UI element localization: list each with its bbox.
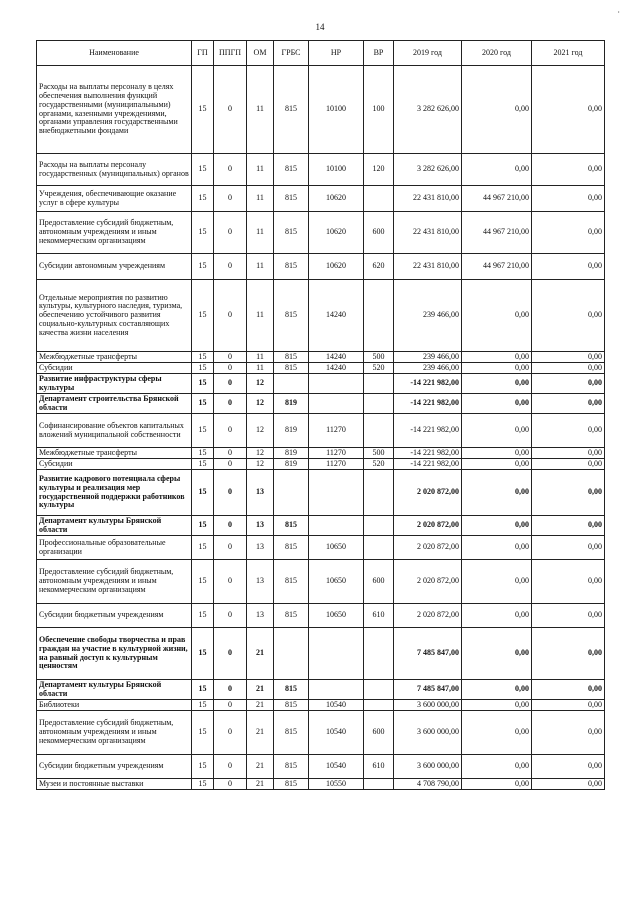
cell-2021: 0,00 <box>532 560 605 604</box>
cell-2020: 0,00 <box>462 536 532 560</box>
cell-2021: 0,00 <box>532 628 605 680</box>
cell-nr: 10540 <box>309 755 364 779</box>
table-row <box>37 363 605 374</box>
cell-vr <box>364 470 394 516</box>
cell-nr: 11270 <box>309 459 364 470</box>
cell-vr <box>364 186 394 212</box>
cell-name: Департамент строительства Брянской области <box>37 394 192 414</box>
cell-ppgp: 0 <box>214 459 247 470</box>
cell-2019: 3 600 000,00 <box>394 700 462 711</box>
cell-nr: 10650 <box>309 604 364 628</box>
budget-table <box>36 40 605 790</box>
cell-ppgp: 0 <box>214 470 247 516</box>
cell-2019: 22 431 810,00 <box>394 254 462 280</box>
cell-name: Учреждения, обеспечивающие оказание услуг в сфере культуры <box>37 186 192 212</box>
cell-2021: 0,00 <box>532 352 605 363</box>
cell-name: Предоставление субсидий бюджетным, автономным учреждениям и иным некоммерческим организациям <box>37 560 192 604</box>
cell-2021: 0,00 <box>532 516 605 536</box>
col-header-name: Наименование <box>37 41 192 66</box>
cell-om: 21 <box>247 755 274 779</box>
cell-name: Субсидии <box>37 363 192 374</box>
cell-nr <box>309 516 364 536</box>
cell-gp: 15 <box>192 516 214 536</box>
cell-ppgp: 0 <box>214 394 247 414</box>
cell-ppgp: 0 <box>214 374 247 394</box>
cell-gp: 15 <box>192 66 214 154</box>
table-row <box>37 448 605 459</box>
cell-2019: 7 485 847,00 <box>394 628 462 680</box>
cell-nr: 14240 <box>309 280 364 352</box>
cell-om: 21 <box>247 628 274 680</box>
cell-2020: 0,00 <box>462 700 532 711</box>
cell-nr: 10620 <box>309 254 364 280</box>
table-header-row <box>37 41 605 66</box>
cell-gp: 15 <box>192 374 214 394</box>
cell-ppgp: 0 <box>214 516 247 536</box>
cell-2019: 3 600 000,00 <box>394 755 462 779</box>
cell-ppgp: 0 <box>214 414 247 448</box>
cell-2021: 0,00 <box>532 536 605 560</box>
cell-name: Предоставление субсидий бюджетным, автономным учреждениям и иным некоммерческим организациям <box>37 212 192 254</box>
cell-2021: 0,00 <box>532 414 605 448</box>
cell-om: 21 <box>247 711 274 755</box>
cell-ppgp: 0 <box>214 363 247 374</box>
cell-om: 13 <box>247 560 274 604</box>
cell-grbs <box>274 374 309 394</box>
cell-2019: 4 708 790,00 <box>394 779 462 790</box>
cell-name: Обеспечение свободы творчества и прав граждан на участие в культурной жизни, на равный доступ к культурным ценностям <box>37 628 192 680</box>
cell-nr <box>309 680 364 700</box>
cell-2019: -14 221 982,00 <box>394 394 462 414</box>
col-header-gp: ГП <box>192 41 214 66</box>
cell-om: 11 <box>247 254 274 280</box>
cell-ppgp: 0 <box>214 560 247 604</box>
cell-nr: 11270 <box>309 414 364 448</box>
table-row <box>37 680 605 700</box>
col-header-2019: 2019 год <box>394 41 462 66</box>
table-row <box>37 414 605 448</box>
cell-gp: 15 <box>192 212 214 254</box>
cell-name: Субсидии автономным учреждениям <box>37 254 192 280</box>
col-header-2020: 2020 год <box>462 41 532 66</box>
cell-name: Межбюджетные трансферты <box>37 352 192 363</box>
cell-2020: 0,00 <box>462 363 532 374</box>
cell-2021: 0,00 <box>532 779 605 790</box>
table-row <box>37 628 605 680</box>
table-row <box>37 254 605 280</box>
cell-name: Субсидии <box>37 459 192 470</box>
cell-vr <box>364 280 394 352</box>
cell-2021: 0,00 <box>532 280 605 352</box>
cell-om: 13 <box>247 536 274 560</box>
cell-gp: 15 <box>192 604 214 628</box>
table-row <box>37 394 605 414</box>
cell-gp: 15 <box>192 459 214 470</box>
cell-2021: 0,00 <box>532 604 605 628</box>
cell-grbs: 815 <box>274 779 309 790</box>
cell-nr: 11270 <box>309 448 364 459</box>
cell-nr: 10620 <box>309 212 364 254</box>
cell-vr: 120 <box>364 154 394 186</box>
table-row <box>37 186 605 212</box>
cell-name: Субсидии бюджетным учреждениям <box>37 604 192 628</box>
table-row <box>37 470 605 516</box>
cell-vr <box>364 394 394 414</box>
cell-nr: 10100 <box>309 154 364 186</box>
cell-vr <box>364 700 394 711</box>
col-header-ppgp: ППГП <box>214 41 247 66</box>
cell-2020: 0,00 <box>462 604 532 628</box>
cell-2020: 0,00 <box>462 516 532 536</box>
cell-2020: 0,00 <box>462 459 532 470</box>
table-row <box>37 711 605 755</box>
cell-om: 13 <box>247 604 274 628</box>
cell-name: Развитие инфраструктуры сферы культуры <box>37 374 192 394</box>
cell-2020: 0,00 <box>462 66 532 154</box>
cell-om: 21 <box>247 700 274 711</box>
cell-2019: 239 466,00 <box>394 280 462 352</box>
cell-vr <box>364 680 394 700</box>
table-row <box>37 280 605 352</box>
cell-grbs: 819 <box>274 414 309 448</box>
page-number: 14 <box>315 22 325 32</box>
cell-2021: 0,00 <box>532 66 605 154</box>
cell-name: Библиотеки <box>37 700 192 711</box>
cell-vr: 520 <box>364 459 394 470</box>
col-header-grbs: ГРБС <box>274 41 309 66</box>
cell-grbs: 815 <box>274 711 309 755</box>
cell-grbs: 815 <box>274 560 309 604</box>
cell-grbs <box>274 470 309 516</box>
cell-2020: 44 967 210,00 <box>462 186 532 212</box>
cell-name: Департамент культуры Брянской области <box>37 680 192 700</box>
cell-name: Развитие кадрового потенциала сферы культуры и реализация мер государственной поддержки работников культуры <box>37 470 192 516</box>
cell-2019: 2 020 872,00 <box>394 560 462 604</box>
cell-2020: 0,00 <box>462 755 532 779</box>
cell-2020: 0,00 <box>462 394 532 414</box>
cell-grbs: 819 <box>274 448 309 459</box>
cell-name: Софинансирование объектов капитальных вложений муниципальной собственности <box>37 414 192 448</box>
cell-grbs: 819 <box>274 394 309 414</box>
table-row <box>37 374 605 394</box>
cell-2019: 239 466,00 <box>394 352 462 363</box>
cell-vr <box>364 374 394 394</box>
cell-2020: 0,00 <box>462 560 532 604</box>
cell-grbs <box>274 628 309 680</box>
cell-2020: 0,00 <box>462 374 532 394</box>
cell-gp: 15 <box>192 680 214 700</box>
cell-nr: 10620 <box>309 186 364 212</box>
cell-nr <box>309 470 364 516</box>
cell-2020: 0,00 <box>462 448 532 459</box>
cell-2019: -14 221 982,00 <box>394 448 462 459</box>
cell-2019: 2 020 872,00 <box>394 470 462 516</box>
table-row <box>37 66 605 154</box>
cell-vr: 610 <box>364 604 394 628</box>
cell-2019: -14 221 982,00 <box>394 374 462 394</box>
cell-2020: 0,00 <box>462 711 532 755</box>
cell-om: 11 <box>247 66 274 154</box>
cell-2020: 0,00 <box>462 154 532 186</box>
cell-grbs: 819 <box>274 459 309 470</box>
cell-2021: 0,00 <box>532 470 605 516</box>
cell-nr <box>309 374 364 394</box>
cell-2021: 0,00 <box>532 374 605 394</box>
cell-vr: 600 <box>364 212 394 254</box>
cell-ppgp: 0 <box>214 711 247 755</box>
cell-om: 12 <box>247 459 274 470</box>
cell-grbs: 815 <box>274 536 309 560</box>
cell-grbs: 815 <box>274 700 309 711</box>
cell-2021: 0,00 <box>532 394 605 414</box>
table-row <box>37 459 605 470</box>
cell-grbs: 815 <box>274 352 309 363</box>
cell-ppgp: 0 <box>214 779 247 790</box>
cell-2021: 0,00 <box>532 680 605 700</box>
cell-om: 11 <box>247 154 274 186</box>
table-row <box>37 154 605 186</box>
table-row <box>37 516 605 536</box>
cell-om: 11 <box>247 352 274 363</box>
cell-ppgp: 0 <box>214 66 247 154</box>
cell-gp: 15 <box>192 154 214 186</box>
cell-gp: 15 <box>192 755 214 779</box>
cell-vr: 100 <box>364 66 394 154</box>
table-row <box>37 352 605 363</box>
cell-gp: 15 <box>192 414 214 448</box>
corner-mark: · <box>617 8 620 17</box>
cell-2019: -14 221 982,00 <box>394 459 462 470</box>
cell-2020: 0,00 <box>462 352 532 363</box>
cell-2021: 0,00 <box>532 254 605 280</box>
cell-vr <box>364 536 394 560</box>
cell-grbs: 815 <box>274 680 309 700</box>
cell-vr: 610 <box>364 755 394 779</box>
cell-nr <box>309 394 364 414</box>
cell-2019: 239 466,00 <box>394 363 462 374</box>
cell-om: 21 <box>247 779 274 790</box>
cell-gp: 15 <box>192 254 214 280</box>
cell-gp: 15 <box>192 394 214 414</box>
cell-gp: 15 <box>192 280 214 352</box>
cell-om: 11 <box>247 280 274 352</box>
cell-grbs: 815 <box>274 280 309 352</box>
cell-ppgp: 0 <box>214 154 247 186</box>
cell-2019: 2 020 872,00 <box>394 604 462 628</box>
cell-2019: 7 485 847,00 <box>394 680 462 700</box>
cell-gp: 15 <box>192 448 214 459</box>
cell-2021: 0,00 <box>532 711 605 755</box>
cell-nr: 10540 <box>309 711 364 755</box>
table-row <box>37 779 605 790</box>
cell-2020: 0,00 <box>462 470 532 516</box>
cell-nr: 14240 <box>309 352 364 363</box>
table-row <box>37 212 605 254</box>
col-header-2021: 2021 год <box>532 41 605 66</box>
cell-nr: 10540 <box>309 700 364 711</box>
cell-ppgp: 0 <box>214 700 247 711</box>
col-header-om: ОМ <box>247 41 274 66</box>
cell-2020: 44 967 210,00 <box>462 254 532 280</box>
cell-gp: 15 <box>192 700 214 711</box>
cell-gp: 15 <box>192 186 214 212</box>
cell-2021: 0,00 <box>532 212 605 254</box>
cell-grbs: 815 <box>274 755 309 779</box>
cell-2021: 0,00 <box>532 363 605 374</box>
cell-2019: 2 020 872,00 <box>394 516 462 536</box>
cell-grbs: 815 <box>274 604 309 628</box>
cell-ppgp: 0 <box>214 212 247 254</box>
cell-ppgp: 0 <box>214 186 247 212</box>
cell-om: 11 <box>247 363 274 374</box>
cell-2020: 0,00 <box>462 414 532 448</box>
cell-ppgp: 0 <box>214 254 247 280</box>
cell-ppgp: 0 <box>214 448 247 459</box>
cell-2021: 0,00 <box>532 700 605 711</box>
cell-2019: 3 282 626,00 <box>394 154 462 186</box>
cell-om: 11 <box>247 186 274 212</box>
cell-ppgp: 0 <box>214 680 247 700</box>
cell-2021: 0,00 <box>532 459 605 470</box>
cell-2019: 22 431 810,00 <box>394 186 462 212</box>
cell-2019: 2 020 872,00 <box>394 536 462 560</box>
cell-2020: 0,00 <box>462 779 532 790</box>
cell-grbs: 815 <box>274 516 309 536</box>
cell-2021: 0,00 <box>532 448 605 459</box>
cell-om: 12 <box>247 414 274 448</box>
cell-name: Расходы на выплаты персоналу государственных (муниципальных) органов <box>37 154 192 186</box>
cell-vr <box>364 516 394 536</box>
cell-2020: 0,00 <box>462 680 532 700</box>
cell-nr <box>309 628 364 680</box>
cell-2019: 3 600 000,00 <box>394 711 462 755</box>
cell-grbs: 815 <box>274 154 309 186</box>
cell-2020: 0,00 <box>462 628 532 680</box>
cell-vr <box>364 779 394 790</box>
cell-name: Расходы на выплаты персоналу в целях обеспечения выполнения функций государственными (муниципальными) органами, казенными учреждениями, органами управления государственными внебюджетными фондами <box>37 66 192 154</box>
cell-name: Департамент культуры Брянской области <box>37 516 192 536</box>
cell-2021: 0,00 <box>532 755 605 779</box>
cell-gp: 15 <box>192 536 214 560</box>
table-row <box>37 700 605 711</box>
cell-om: 21 <box>247 680 274 700</box>
col-header-nr: НР <box>309 41 364 66</box>
cell-grbs: 815 <box>274 186 309 212</box>
cell-2020: 0,00 <box>462 280 532 352</box>
cell-name: Межбюджетные трансферты <box>37 448 192 459</box>
cell-gp: 15 <box>192 363 214 374</box>
cell-vr <box>364 628 394 680</box>
cell-om: 13 <box>247 516 274 536</box>
cell-om: 11 <box>247 212 274 254</box>
cell-grbs: 815 <box>274 254 309 280</box>
cell-gp: 15 <box>192 779 214 790</box>
cell-vr: 620 <box>364 254 394 280</box>
cell-name: Предоставление субсидий бюджетным, автономным учреждениям и иным некоммерческим организациям <box>37 711 192 755</box>
cell-ppgp: 0 <box>214 755 247 779</box>
cell-grbs: 815 <box>274 212 309 254</box>
cell-ppgp: 0 <box>214 536 247 560</box>
cell-name: Отдельные мероприятия по развитию культуры, культурного наследия, туризма, обеспечению устойчивого развития социально-культурных составляющих качества жизни населения <box>37 280 192 352</box>
cell-ppgp: 0 <box>214 280 247 352</box>
cell-gp: 15 <box>192 628 214 680</box>
cell-vr: 600 <box>364 711 394 755</box>
table-row <box>37 604 605 628</box>
cell-vr: 500 <box>364 448 394 459</box>
table-body <box>37 66 605 790</box>
table-row <box>37 560 605 604</box>
cell-2019: 22 431 810,00 <box>394 212 462 254</box>
cell-nr: 10550 <box>309 779 364 790</box>
cell-gp: 15 <box>192 352 214 363</box>
cell-vr: 520 <box>364 363 394 374</box>
cell-2019: 3 282 626,00 <box>394 66 462 154</box>
cell-om: 12 <box>247 374 274 394</box>
cell-name: Субсидии бюджетным учреждениям <box>37 755 192 779</box>
cell-vr: 500 <box>364 352 394 363</box>
cell-nr: 10650 <box>309 536 364 560</box>
cell-nr: 10650 <box>309 560 364 604</box>
cell-name: Профессиональные образовательные организации <box>37 536 192 560</box>
cell-vr <box>364 414 394 448</box>
cell-2019: -14 221 982,00 <box>394 414 462 448</box>
col-header-vr: ВР <box>364 41 394 66</box>
cell-name: Музеи и постоянные выставки <box>37 779 192 790</box>
cell-nr: 10100 <box>309 66 364 154</box>
cell-2021: 0,00 <box>532 154 605 186</box>
cell-vr: 600 <box>364 560 394 604</box>
cell-gp: 15 <box>192 711 214 755</box>
cell-ppgp: 0 <box>214 628 247 680</box>
table-row <box>37 536 605 560</box>
cell-grbs: 815 <box>274 66 309 154</box>
cell-2020: 44 967 210,00 <box>462 212 532 254</box>
cell-ppgp: 0 <box>214 352 247 363</box>
cell-grbs: 815 <box>274 363 309 374</box>
cell-om: 12 <box>247 448 274 459</box>
cell-om: 12 <box>247 394 274 414</box>
cell-2021: 0,00 <box>532 186 605 212</box>
table-row <box>37 755 605 779</box>
cell-om: 13 <box>247 470 274 516</box>
cell-gp: 15 <box>192 470 214 516</box>
cell-nr: 14240 <box>309 363 364 374</box>
cell-gp: 15 <box>192 560 214 604</box>
cell-ppgp: 0 <box>214 604 247 628</box>
